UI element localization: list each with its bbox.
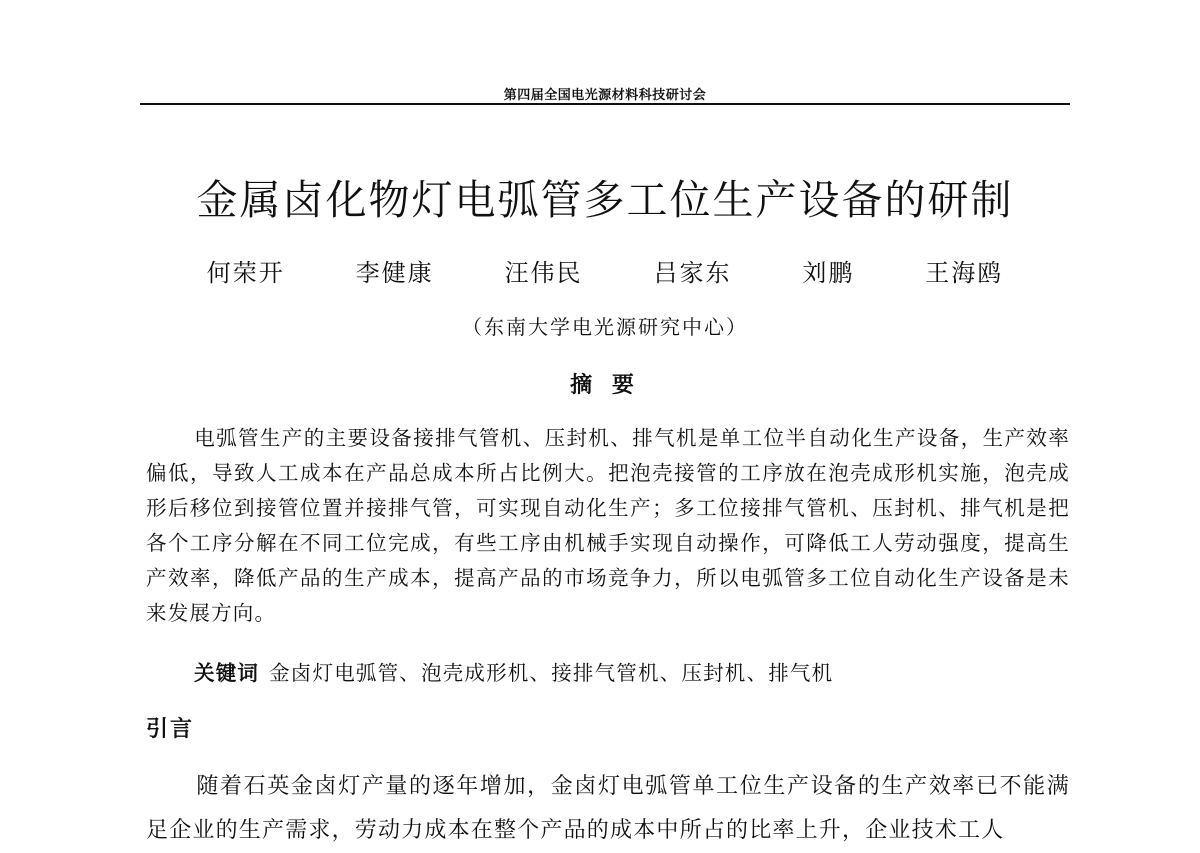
paper-title: 金属卤化物灯电弧管多工位生产设备的研制 xyxy=(196,176,1014,224)
running-header: 第四届全国电光源材料科技研讨会 xyxy=(503,88,707,103)
abstract-body xyxy=(146,421,1070,631)
introduction-text: 随着石英金卤灯产量的逐年增加，金卤灯电弧管单工位生产设备的生产效率已不能满足企业的生产需求，劳动力成本在整个产品的成本中所占的比率上升，企业技术工人 xyxy=(146,774,1070,843)
introduction-body xyxy=(146,765,1070,853)
affiliation: （东南大学电光源研究中心） xyxy=(462,315,748,339)
abstract-text: 电弧管生产的主要设备接排气管机、压封机、排气机是单工位半自动化生产设备，生产效率偏低，导致人工成本在产品总成本所占比例大。把泡壳接管的工序放在泡壳成形机实施，泡壳成形后移位到接管位置并接排气管，可实现自动化生产；多工位接排气管机、压封机、排气机是把各个工序分解在不同工位完成，有些工序由机械手实现自动操作，可降低工人劳动强度，提高生产效率，降低产品的生产成本，提高产品的市场竞争力，所以电弧管多工位自动化生产设备是未来发展方向。 xyxy=(146,426,1070,625)
author-list: 何荣开 李健康 汪伟民 吕家东 刘鹏 王海鸥 xyxy=(206,259,1004,287)
keywords-label: 关键词 xyxy=(194,661,260,685)
abstract-heading: 摘 要 xyxy=(570,373,640,398)
keywords-text: 金卤灯电弧管、泡壳成形机、接排气管机、压封机、排气机 xyxy=(269,661,834,685)
keywords xyxy=(194,656,1070,691)
introduction-heading: 引言 xyxy=(146,717,195,742)
header-rule xyxy=(140,103,1070,105)
